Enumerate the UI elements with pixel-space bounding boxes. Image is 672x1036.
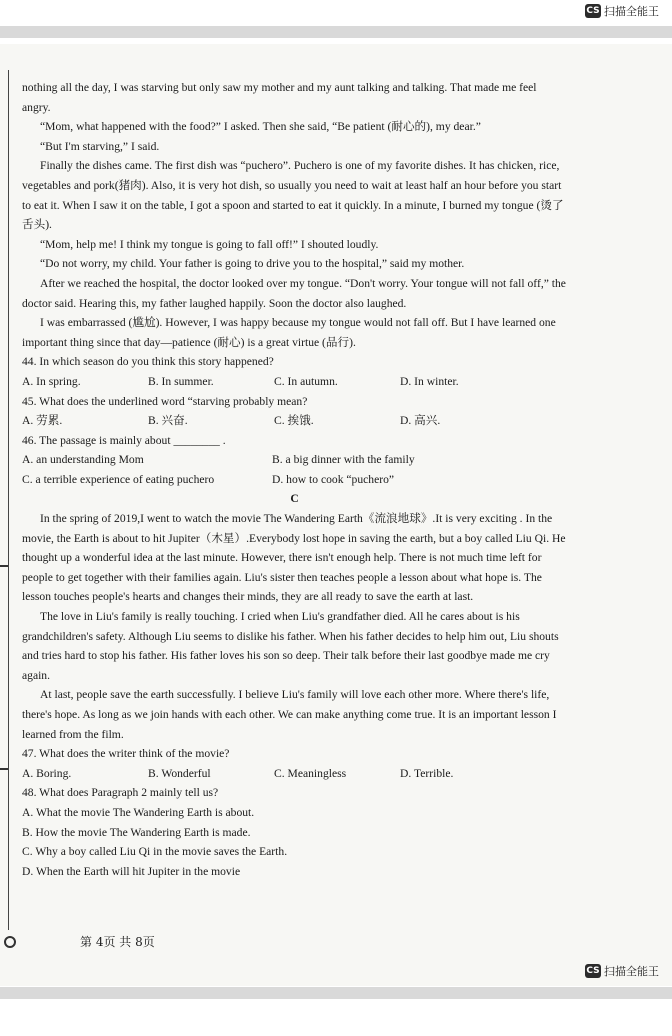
question-47-options bbox=[22, 764, 567, 784]
question-44-stem: 44. In which season do you think this story happened? bbox=[22, 355, 274, 369]
question-46-options bbox=[22, 450, 567, 470]
question-46-options bbox=[22, 470, 567, 490]
option: A. In spring. bbox=[22, 374, 81, 388]
paragraph: Finally the dishes came. The first dish was “puchero”. Puchero is one of my favorite dishes. It has chicken, rice, vegetables and pork(猪肉). Also, it is very hot dish, so usually you need to wait at least half an hour before you start to eat it. When I saw it on the table, I got a spoon and started to eat it quickly. In a minute, I burned my tongue (烫了舌头). bbox=[22, 159, 564, 232]
camscanner-logo-icon: CS bbox=[586, 966, 600, 976]
option: A. 劳累. bbox=[22, 414, 63, 428]
option: C. 挨饿. bbox=[274, 414, 314, 428]
option: A. an understanding Mom bbox=[22, 453, 144, 467]
paragraph: I was embarrassed (尴尬). However, I was happy because my tongue would not fall off. But I have learned one important thing since that day—patience (耐心) is a great virtue (品行). bbox=[22, 316, 556, 349]
question-44-options bbox=[22, 372, 567, 392]
paragraph: “Mom, help me! I think my tongue is going to fall off!” I shouted loudly. bbox=[40, 237, 379, 251]
bottom-divider-strip bbox=[0, 987, 672, 999]
option: B. 兴奋. bbox=[148, 414, 188, 428]
margin-tick bbox=[0, 565, 8, 567]
question-45-stem: 45. What does the underlined word “starving probably mean? bbox=[22, 394, 308, 408]
question-46-stem: 46. The passage is mainly about ________ . bbox=[22, 433, 226, 447]
option: D. how to cook “puchero” bbox=[272, 472, 395, 486]
scanner-brand-top bbox=[585, 3, 659, 19]
paragraph: In the spring of 2019,I went to watch the movie The Wandering Earth《流浪地球》.It is very exciting . In the movie, the Earth is about to hit Jupiter（木星）.Everybody lost hope in saving the earth, but a boy called Liu Qi. He thought up a wonderful idea at the last minute. However, there isn't enough help. There is not much time left for people to get together with their families again. Liu's sister then teaches people a lesson about what hope is. The lesson touches people's hearts and changes their minds, they are all ready to save the earth at last. bbox=[22, 512, 566, 604]
paragraph: “Do not worry, my child. Your father is going to drive you to the hospital,” said my mother. bbox=[40, 257, 465, 271]
option: B. a big dinner with the family bbox=[272, 453, 415, 467]
margin-tick bbox=[0, 768, 8, 770]
scanner-header bbox=[0, 0, 672, 24]
option: D. When the Earth will hit Jupiter in the movie bbox=[22, 864, 241, 878]
paragraph: After we reached the hospital, the doctor looked over my tongue. “Don't worry. Your tongue will not fall off,” the doctor said. Hearing this, my father laughed happily. Soon the doctor also laughed. bbox=[22, 276, 566, 310]
option: B. How the movie The Wandering Earth is made. bbox=[22, 825, 251, 839]
paragraph: nothing all the day, I was starving but only saw my mother and my aunt talking and talking. That made me feel angry. bbox=[22, 81, 537, 114]
option: D. In winter. bbox=[400, 374, 459, 388]
paragraph: “Mom, what happened with the food?” I asked. Then she said, “Be patient (耐心的), my dear.” bbox=[40, 120, 481, 134]
option: A. What the movie The Wandering Earth is about. bbox=[22, 805, 255, 819]
question-45-options bbox=[22, 411, 567, 431]
option: B. In summer. bbox=[148, 374, 214, 388]
scanner-app-name: 扫描全能王 bbox=[604, 965, 659, 978]
option: A. Boring. bbox=[22, 766, 72, 780]
option: C. Meaningless bbox=[274, 766, 347, 780]
option: D. 高兴. bbox=[400, 414, 441, 428]
option: C. Why a boy called Liu Qi in the movie saves the Earth. bbox=[22, 845, 288, 859]
exam-content bbox=[22, 78, 567, 881]
question-47-stem: 47. What does the writer think of the movie? bbox=[22, 747, 230, 761]
option: B. Wonderful bbox=[148, 766, 211, 780]
paragraph: At last, people save the earth successfully. I believe Liu's family will love each other more. Where there's life, there's hope. As long as we join hands with each other. We can make anything come true. It is an important lesson I learned from the film. bbox=[22, 688, 557, 741]
top-divider-strip bbox=[0, 26, 672, 38]
option: C. a terrible experience of eating puchero bbox=[22, 472, 215, 486]
paragraph: “But I'm starving,” I said. bbox=[40, 139, 160, 153]
option: D. Terrible. bbox=[400, 766, 454, 780]
scanner-app-name: 扫描全能王 bbox=[604, 5, 659, 18]
section-heading: C bbox=[290, 492, 299, 506]
hole-punch-mark bbox=[4, 936, 16, 948]
option: C. In autumn. bbox=[274, 374, 338, 388]
camscanner-logo-icon: CS bbox=[586, 6, 600, 16]
binding-margin-line bbox=[8, 70, 9, 930]
scanner-brand-bottom bbox=[585, 963, 659, 979]
page-number: 第 4页 共 8页 bbox=[80, 935, 155, 949]
paragraph: The love in Liu's family is really touching. I cried when Liu's grandfather died. All he cares about is his grandchildren's safety. Although Liu seems to dislike his father. When his father decides to help him out, Liu shouts and tries hard to stop his father. His father loves his son so deep. Their talk before their last goodbye made me cry again. bbox=[22, 610, 559, 682]
question-48-stem: 48. What does Paragraph 2 mainly tell us? bbox=[22, 786, 219, 800]
